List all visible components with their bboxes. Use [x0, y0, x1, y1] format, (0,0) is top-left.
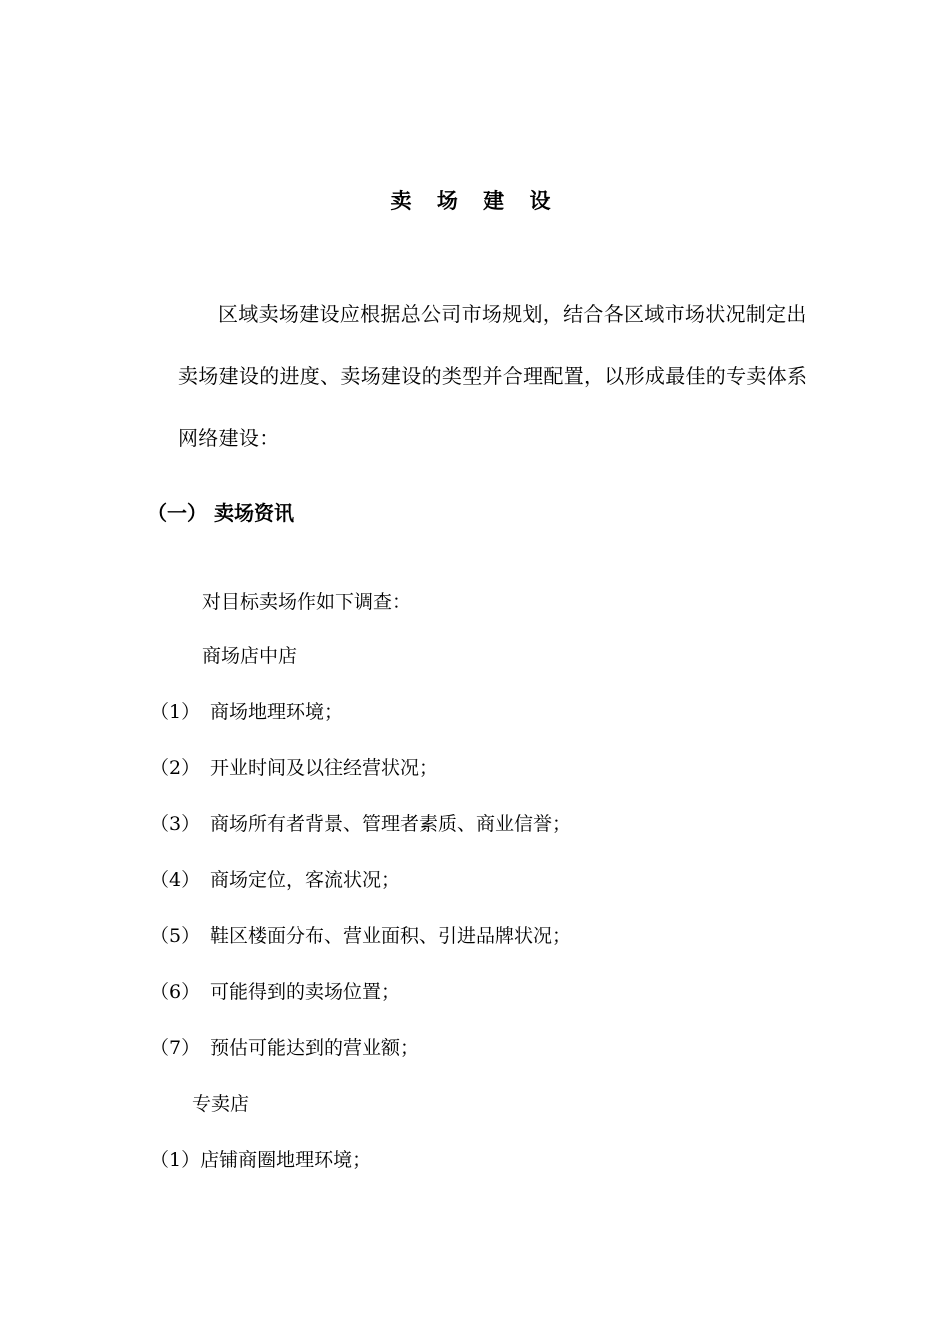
list-item: [150, 865, 400, 895]
list-item-text: 预估可能达到的营业额；: [210, 1037, 420, 1059]
page-title: 卖 场 建 设: [390, 188, 560, 213]
list-item-number: （2）: [150, 757, 201, 779]
subheading-store: 专卖店: [192, 1093, 250, 1115]
list-item: [150, 697, 343, 727]
list-item-number: （3）: [150, 813, 201, 835]
list-item: [150, 977, 400, 1007]
list-item-text: 商场所有者背景、管理者素质、商业信誉；: [210, 813, 572, 835]
list-item-text: 鞋区楼面分布、营业面积、引进品牌状况；: [210, 925, 572, 947]
list-item: [150, 809, 571, 839]
survey-lead: 对目标卖场作如下调查：: [202, 591, 412, 613]
list-item-text: 店铺商圈地理环境；: [200, 1149, 372, 1171]
list-item-number: （1）: [150, 1149, 201, 1171]
list-item: [150, 1033, 419, 1063]
list-item: [150, 753, 438, 783]
list-item-number: （5）: [150, 925, 201, 947]
list-item: [150, 921, 571, 951]
section-heading: （一） 卖场资讯: [147, 501, 294, 525]
list-item-number: （6）: [150, 981, 201, 1003]
list-item-text: 商场定位，客流状况；: [210, 869, 401, 891]
subheading-mall: 商场店中店: [202, 645, 298, 667]
list-item-number: （1）: [150, 701, 201, 723]
list-item-number: （4）: [150, 869, 201, 891]
intro-paragraph: 区域卖场建设应根据总公司市场规划，结合各区域市场状况制定出卖场建设的进度、卖场建设的类型并合理配置，以形成最佳的专卖体系网络建设：: [178, 302, 808, 450]
list-item-text: 商场地理环境；: [210, 701, 344, 723]
list-item: [150, 1145, 371, 1175]
list-item-text: 可能得到的卖场位置；: [210, 981, 401, 1003]
list-item-text: 开业时间及以往经营状况；: [210, 757, 439, 779]
list-item-number: （7）: [150, 1037, 201, 1059]
